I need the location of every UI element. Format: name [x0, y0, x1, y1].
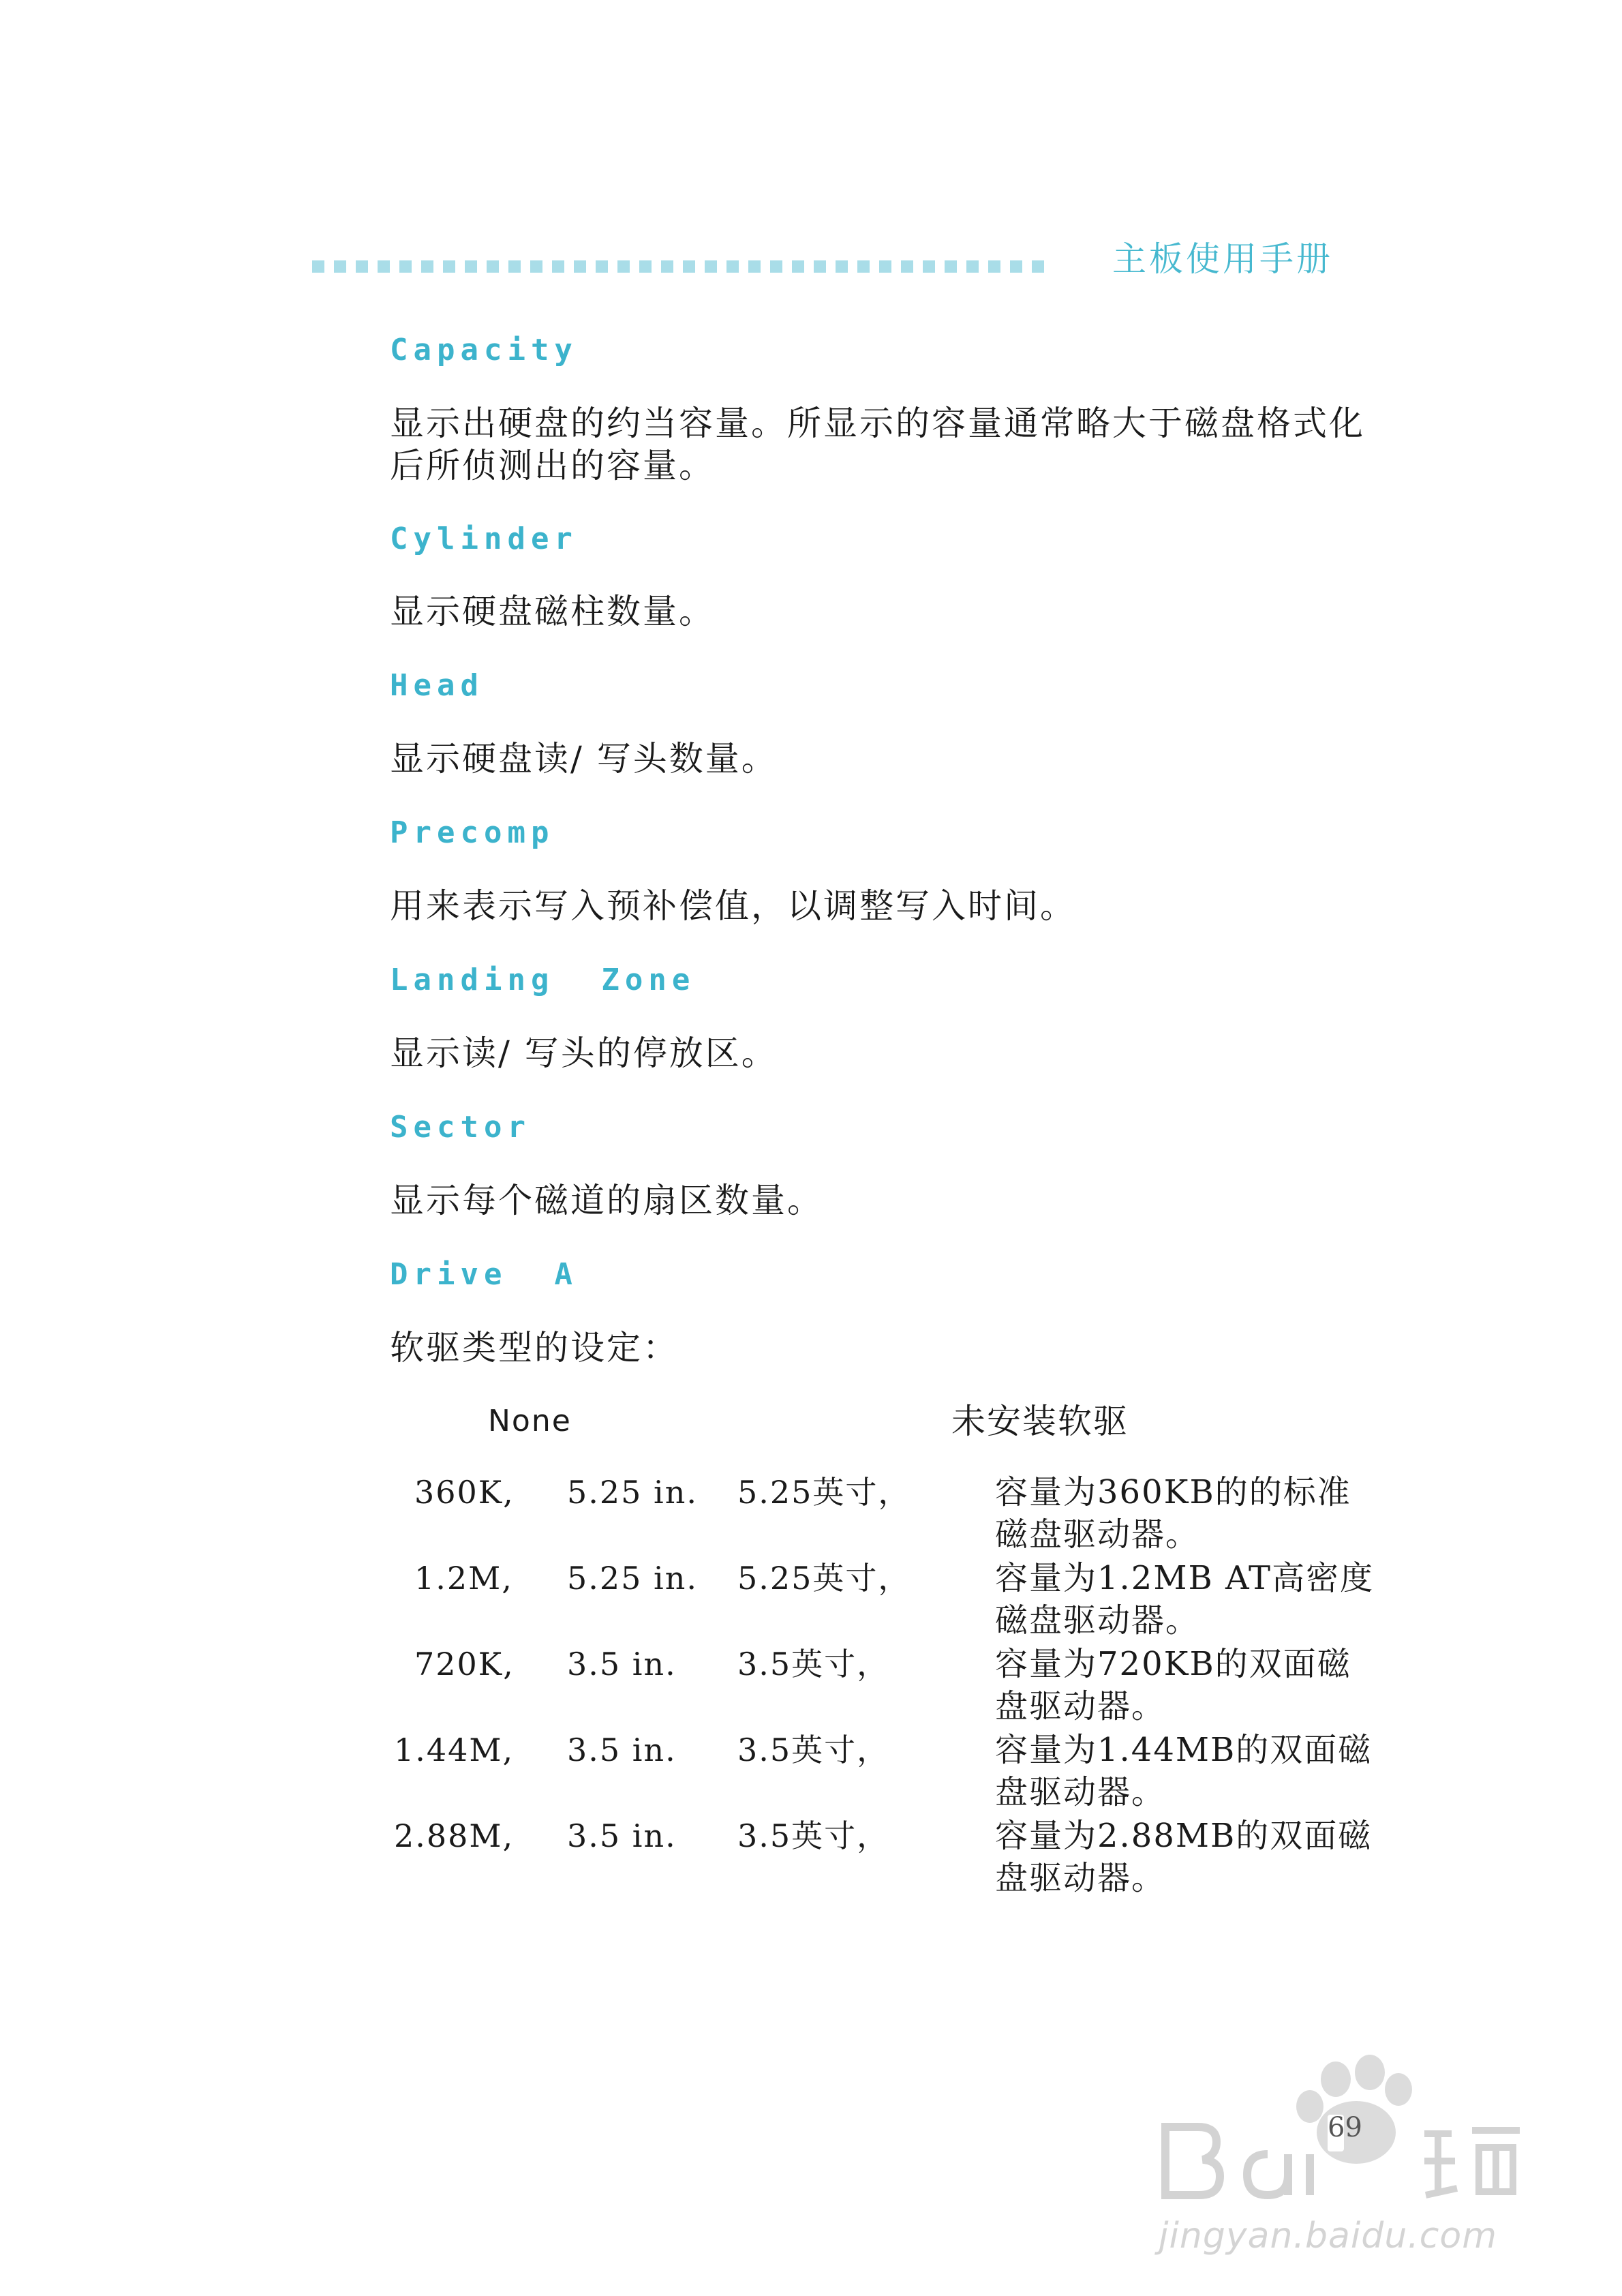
size-cn-1-2m: 5.25英寸，: [737, 1560, 911, 1597]
desc-landing-zone: 显示读/ 写头的停放区。: [390, 1033, 778, 1073]
size-en-1-44m: 3.5 in.: [567, 1732, 677, 1768]
size-cn-1-44m: 3.5英寸，: [737, 1732, 890, 1768]
desc-1-44m: 容量为1.44MB的双面磁盘驱动器。: [995, 1731, 1373, 1811]
desc-360k: 容量为360KB的的标准磁盘驱动器。: [995, 1473, 1351, 1554]
page-number: 69: [1328, 2112, 1362, 2143]
manual-title: 主板使用手册: [1112, 239, 1333, 279]
desc-sector: 显示每个磁道的扇区数量。: [390, 1181, 823, 1220]
desc-cylinder: 显示硬盘磁柱数量。: [390, 592, 715, 631]
term-sector: Sector: [390, 1110, 531, 1145]
option-none: None: [488, 1404, 572, 1438]
term-landing-zone: Landing Zone: [390, 963, 696, 997]
option-none-desc: 未安装软驱: [951, 1402, 1129, 1441]
option-1-44m: 1.44M,: [394, 1732, 515, 1768]
desc-drive-a: 软驱类型的设定：: [390, 1328, 679, 1368]
size-cn-360k: 5.25英寸，: [737, 1474, 911, 1511]
term-drive-a: Drive A: [390, 1257, 578, 1292]
desc-capacity: 显示出硬盘的约当容量。所显示的容量通常略大于磁盘格式化后所侦测出的容量。: [390, 404, 1365, 485]
desc-head: 显示硬盘读/ 写头数量。: [390, 739, 778, 779]
option-360k: 360K,: [414, 1474, 515, 1511]
option-720k: 720K,: [414, 1646, 515, 1682]
watermark-url: jingyan.baidu.com: [1159, 2216, 1497, 2256]
desc-720k: 容量为720KB的双面磁盘驱动器。: [995, 1645, 1351, 1725]
desc-2-88m: 容量为2.88MB的双面磁盘驱动器。: [995, 1817, 1373, 1897]
option-1-2m: 1.2M,: [414, 1560, 513, 1597]
size-cn-720k: 3.5英寸，: [737, 1646, 890, 1682]
term-cylinder: Cylinder: [390, 522, 578, 556]
size-en-360k: 5.25 in.: [567, 1474, 699, 1511]
term-head: Head: [390, 668, 484, 703]
term-precomp: Precomp: [390, 815, 555, 850]
desc-precomp: 用来表示写入预补偿值，以调整写入时间。: [390, 886, 1076, 926]
size-en-1-2m: 5.25 in.: [567, 1560, 699, 1597]
header-dot-rule: [312, 260, 1044, 273]
size-en-2-88m: 3.5 in.: [567, 1817, 677, 1854]
size-en-720k: 3.5 in.: [567, 1646, 677, 1682]
option-2-88m: 2.88M,: [394, 1817, 515, 1854]
term-capacity: Capacity: [390, 333, 578, 367]
size-cn-2-88m: 3.5英寸，: [737, 1817, 890, 1854]
desc-1-2m: 容量为1.2MB AT高密度磁盘驱动器。: [995, 1559, 1375, 1640]
